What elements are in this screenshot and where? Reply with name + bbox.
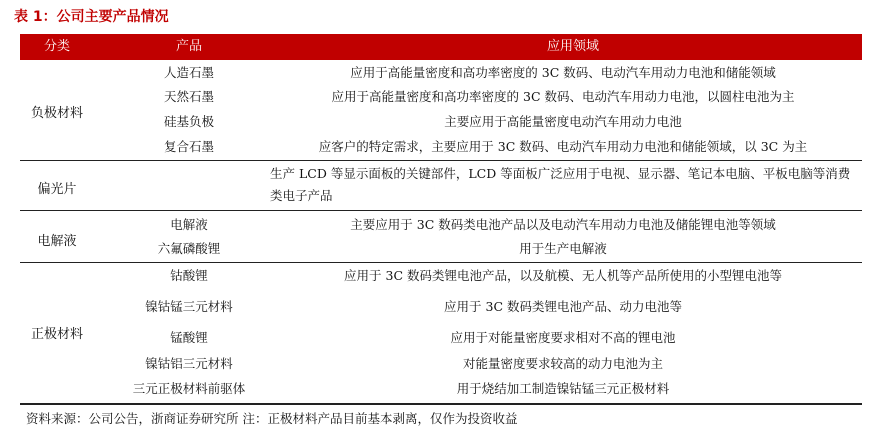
product-cell: 钴酸锂 <box>170 268 208 283</box>
application-cell: 主要应用于 3C 数码类电池产品以及电动汽车用动力电池及储能锂电池等领域 <box>350 217 776 232</box>
product-cell: 锰酸锂 <box>170 330 208 345</box>
product-cell: 三元正极材料前驱体 <box>132 381 246 396</box>
product-cell: 硅基负极 <box>163 114 214 129</box>
group-divider <box>20 262 862 263</box>
category-polarizer: 偏光片 <box>37 182 77 197</box>
application-cell: 用于生产电解液 <box>519 241 607 256</box>
product-cell: 天然石墨 <box>163 89 214 104</box>
category-anode: 负极材料 <box>30 106 83 121</box>
product-cell: 六氟磷酸锂 <box>157 241 221 256</box>
product-cell: 镍钴锰三元材料 <box>145 299 233 314</box>
table-title: 表 1：公司主要产品情况 <box>14 9 169 25</box>
application-cell: 应客户的特定需求，主要应用于 3C 数码、电动汽车用动力电池和储能领域，以 3C 为主 <box>318 139 808 154</box>
application-cell: 应用于 3C 数码类锂电池产品、动力电池等 <box>444 299 682 314</box>
application-cell: 应用于高能量密度和高功率密度的 3C 数码、电动汽车用动力电池，以圆柱电池为主 <box>331 89 795 104</box>
application-cell: 应用于高能量密度和高功率密度的 3C 数码、电动汽车用动力电池和储能领域 <box>350 65 776 80</box>
product-cell: 人造石墨 <box>163 65 214 80</box>
application-cell: 用于烧结加工制造镍钴锰三元正极材料 <box>456 381 670 396</box>
product-cell: 镍钴铝三元材料 <box>145 356 233 371</box>
header-application: 应用领域 <box>546 39 599 54</box>
category-electrolyte: 电解液 <box>37 234 77 249</box>
header-product: 产品 <box>175 39 202 54</box>
application-cell: 主要应用于高能量密度电动汽车用动力电池 <box>444 114 682 129</box>
source-note: 资料来源：公司公告，浙商证券研究所 注：正极材料产品目前基本剥离，仅作为投资收益 <box>26 411 518 426</box>
table-bottom-border <box>20 403 862 405</box>
header-category: 分类 <box>43 39 70 54</box>
application-cell: 对能量密度要求较高的动力电池为主 <box>462 356 663 371</box>
application-cell: 应用于 3C 数码类锂电池产品，以及航模、无人机等产品所使用的小型锂电池等 <box>344 268 782 283</box>
application-cell: 生产 LCD 等显示面板的关键部件，LCD 等面板广泛应用于电视、显示器、笔记本电脑、平板电脑等消费类电子产品 <box>270 166 851 203</box>
group-divider <box>20 160 862 161</box>
category-cathode: 正极材料 <box>30 327 83 342</box>
product-cell: 复合石墨 <box>163 139 214 154</box>
table-header <box>20 34 862 60</box>
application-cell: 应用于对能量密度要求相对不高的锂电池 <box>450 330 676 345</box>
group-divider <box>20 210 862 211</box>
product-cell: 电解液 <box>170 217 208 232</box>
